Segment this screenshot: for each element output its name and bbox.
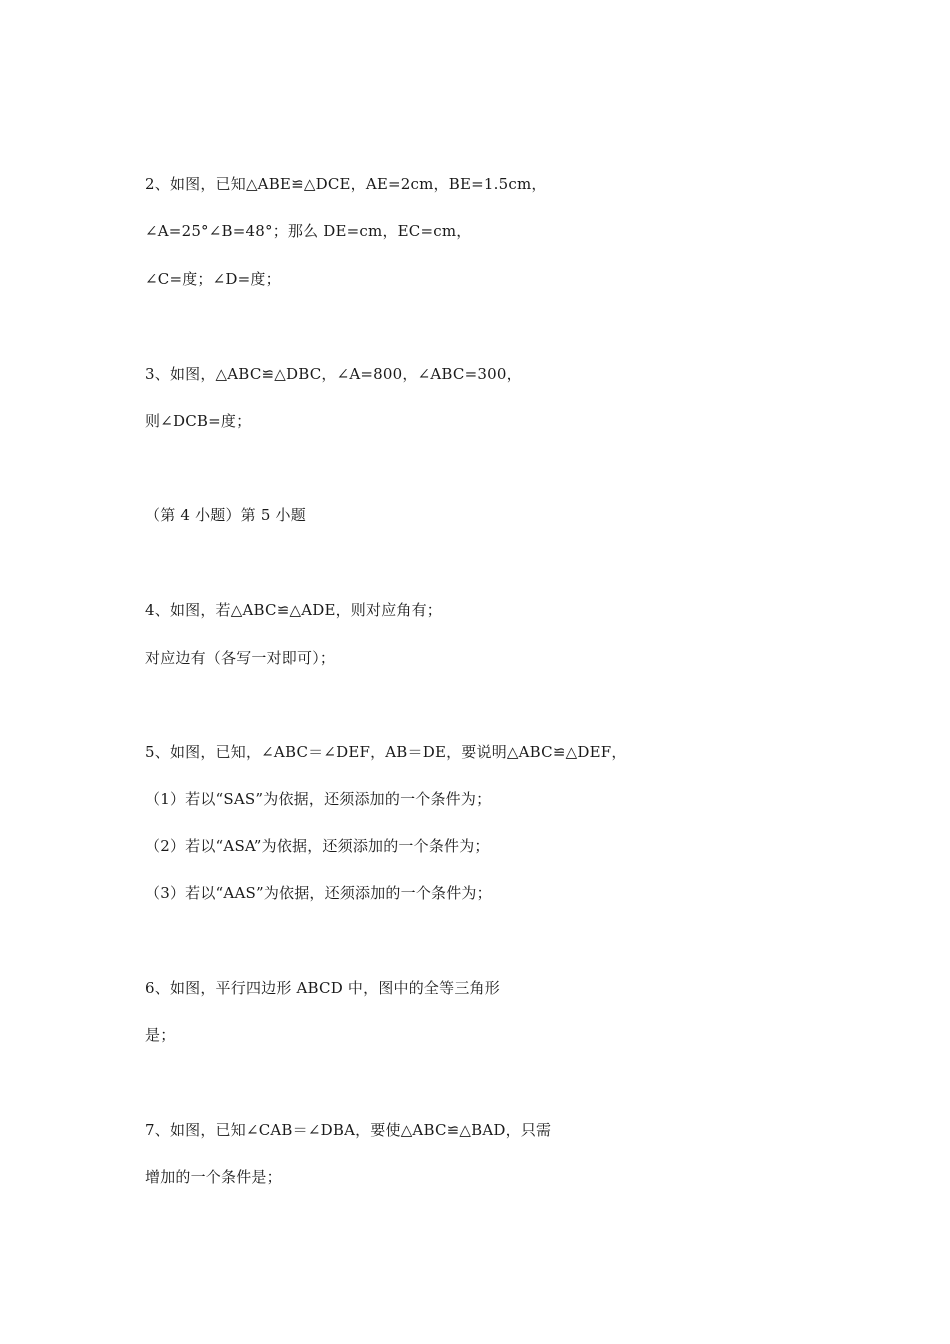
question-4-line-1: 4、如图，若△ABC≌△ADE，则对应角有； [145, 601, 443, 619]
question-3-line-2: 则∠DCB=度； [145, 412, 252, 430]
question-5-line-2: （1）若以“SAS”为依据，还须添加的一个条件为； [145, 790, 492, 808]
question-3-line-1: 3、如图，△ABC≌△DBC，∠A=800，∠ABC=300， [145, 365, 522, 383]
question-6-line-2: 是； [145, 1026, 176, 1044]
question-5-line-3: （2）若以“ASA”为依据，还须添加的一个条件为； [145, 837, 490, 855]
question-2-line-2: ∠A=25°∠B=48°；那么 DE=cm，EC=cm， [145, 222, 472, 240]
question-5-line-1: 5、如图，已知，∠ABC＝∠DEF，AB＝DE，要说明△ABC≌△DEF， [145, 743, 627, 761]
figure-caption: （第 4 小题）第 5 小题 [145, 506, 306, 524]
question-2-line-3: ∠C=度；∠D=度； [145, 270, 281, 288]
question-7-line-2: 增加的一个条件是； [145, 1168, 282, 1186]
question-7-line-1: 7、如图，已知∠CAB＝∠DBA，要使△ABC≌△BAD，只需 [145, 1121, 552, 1139]
question-5-line-4: （3）若以“AAS”为依据，还须添加的一个条件为； [145, 884, 492, 902]
question-6-line-1: 6、如图，平行四边形 ABCD 中，图中的全等三角形 [145, 979, 500, 997]
question-2-line-1: 2、如图，已知△ABE≌△DCE，AE=2cm，BE=1.5cm， [145, 175, 547, 193]
question-4-line-2: 对应边有（各写一对即可）； [145, 649, 336, 667]
